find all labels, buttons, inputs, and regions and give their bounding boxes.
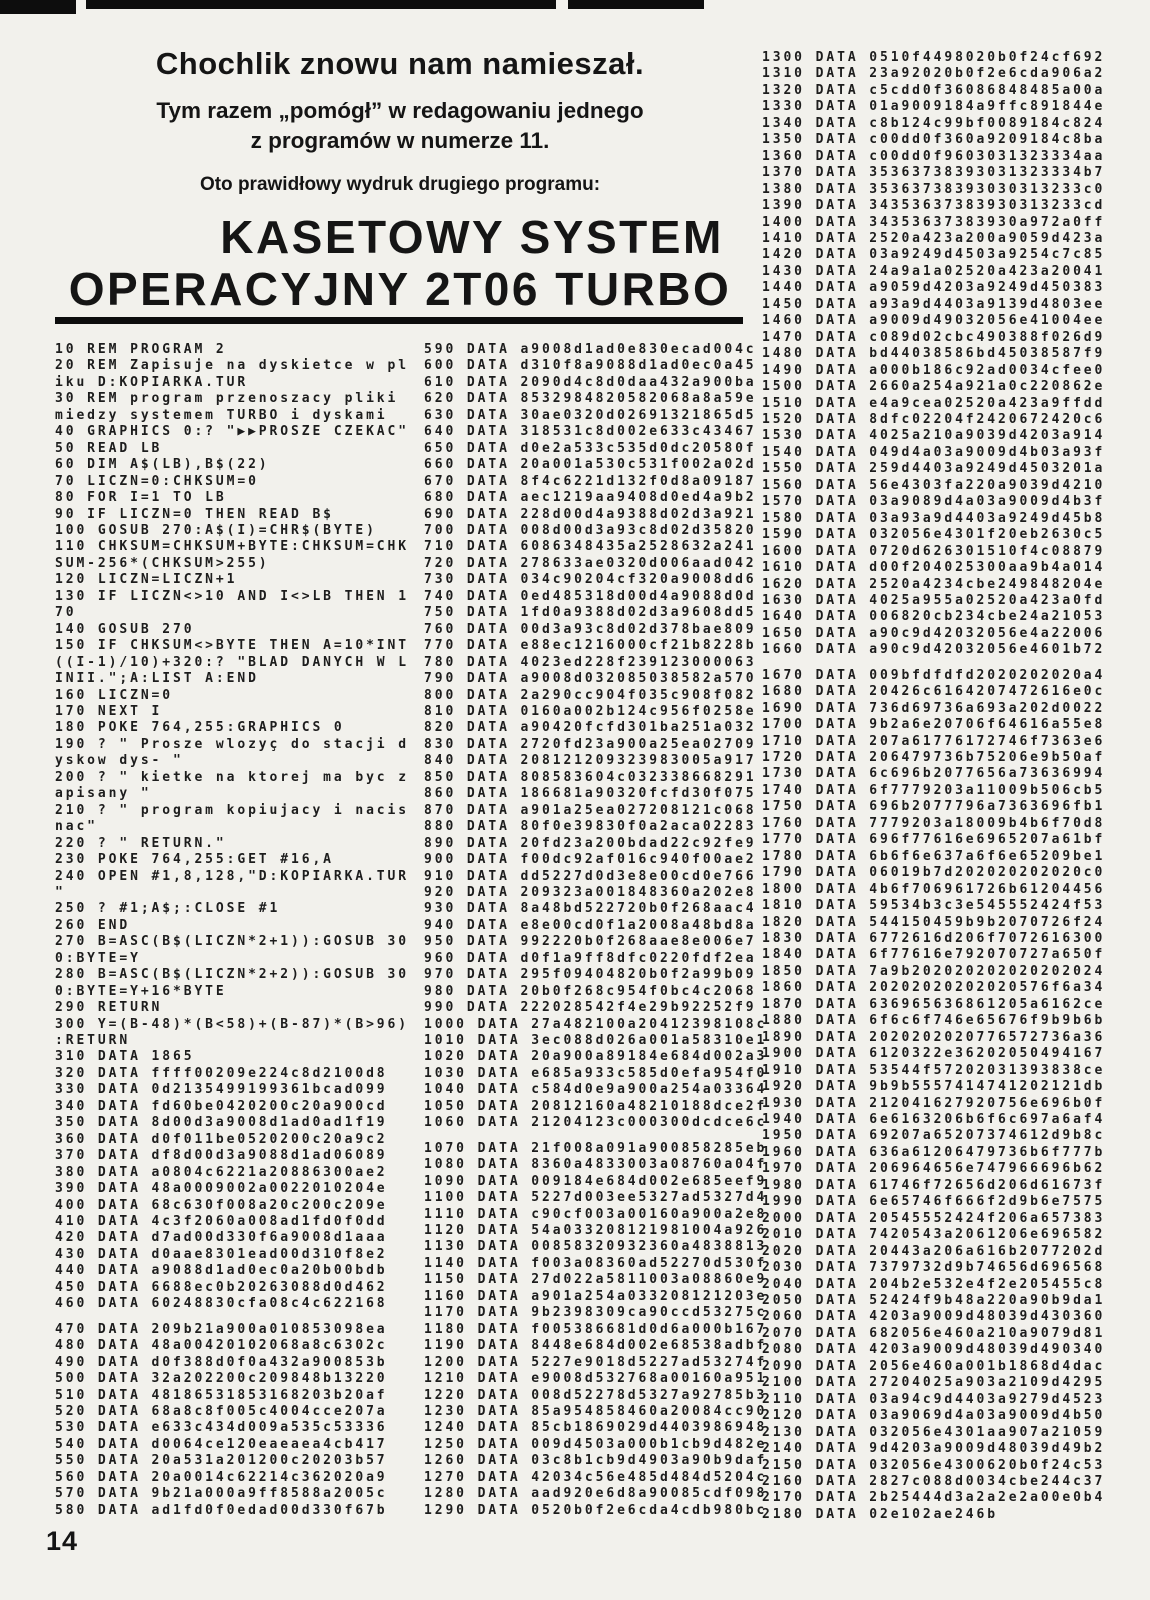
listing-line: 1720 DATA 206479736b75206e9b50af (762, 750, 1106, 766)
listing-line: 1290 DATA 0520b0f2e6cda4cdb980bc (424, 1502, 768, 1518)
listing-line: 180 POKE 764,255:GRAPHICS 0 (55, 720, 345, 736)
listing-line: 1700 DATA 9b2a6e20706f64616a55e8 (762, 717, 1106, 733)
listing-line: 330 DATA 0d2135499199361bcad099 (55, 1082, 388, 1098)
listing-line: 1470 DATA c089d02cbc490388f026d9 (762, 329, 1106, 345)
listing-line: 1970 DATA 206964656e747966696b62 (762, 1161, 1106, 1177)
listing-line: 1950 DATA 69207a65207374612d9b8c (762, 1128, 1106, 1144)
listing-line: 1560 DATA 56e4303fa220a9039d4210 (762, 477, 1106, 493)
listing-line: 1460 DATA a9009d49032056e41004ee (762, 313, 1106, 329)
listing-gap (55, 1313, 409, 1322)
listing-line: 1040 DATA c584d0e9a900a254a03364 (424, 1082, 768, 1098)
listing-line: 900 DATA f00dc92af016c940f00ae2 (424, 852, 757, 868)
listing-line: 1940 DATA 6e6163206b6f6c697a6af4 (762, 1112, 1106, 1127)
listing-line: 1230 DATA 85a954858460a20084cc90 (424, 1404, 768, 1419)
listing-line: 1810 DATA 59534b3c3e545552424f53 (762, 898, 1106, 914)
listing-line: 740 DATA 0ed485318d00d4a9088d0d (424, 588, 757, 604)
listing-line: 2010 DATA 7420543a2061206e696582 (762, 1227, 1106, 1243)
listing-line: 230 POKE 764,255:GET #16,A (55, 852, 334, 868)
listing-line: 130 IF LICZN<>10 AND I<>LB THEN 1 (55, 588, 409, 604)
listing-line: 1960 DATA 636a61206479736b6f777b (762, 1144, 1106, 1160)
listing-line: 1730 DATA 6c696b2077656a73636994 (762, 766, 1106, 782)
listing-gap (762, 659, 1105, 668)
listing-line: 1830 DATA 6772616d206f7072616300 (762, 931, 1106, 947)
listing-line: 1170 DATA 9b2398309ca90ccd53275c (424, 1305, 768, 1321)
listing-line: 1150 DATA 27d022a5811003a08860e9 (424, 1272, 768, 1288)
headline: Chochlik znowu nam namieszał. (155, 46, 645, 81)
listing-line: 2030 DATA 7379732d9b74656d696568 (762, 1260, 1106, 1276)
listing-line: 260 END (55, 917, 131, 933)
listing-line: INII.";A:LIST A:END (55, 671, 259, 687)
listing-line: 810 DATA 0160a002b124c956f0258e (424, 703, 757, 719)
listing-line: 1590 DATA 032056e4301f20eb2630c5 (762, 527, 1106, 543)
listing-line: 1640 DATA 006820cb234cbe24a21053 (762, 609, 1106, 625)
listing-line: 920 DATA 209323a001848360a202e8 (424, 884, 757, 900)
listing-line: 70 LICZN=0:CHKSUM=0 (55, 473, 259, 489)
listing-line: 570 DATA 9b21a000a9ff8588a2005c (55, 1486, 388, 1502)
listing-line: SUM-256*(CHKSUM>255) (55, 555, 270, 571)
listing-line: 2080 DATA 4203a9009d48039d490340 (762, 1342, 1106, 1358)
listing-line: 690 DATA 228d00d4a9388d02d3a921 (424, 506, 757, 522)
listing-line: 590 DATA a9008d1ad0e830ecad004c (424, 342, 757, 357)
listing-line: 820 DATA a90420fcfd301ba251a032 (424, 720, 757, 736)
listing-line: 730 DATA 034c90204cf320a9008dd6 (424, 572, 757, 588)
listing-line: 600 DATA d310f8a9088d1ad0ec0a45 (424, 358, 757, 374)
listing-line: 1210 DATA e9008d532768a00160a951 (424, 1371, 768, 1387)
listing-line: 390 DATA 48a0009002a0022010204e (55, 1181, 388, 1197)
listing-line: yskow dys- " (55, 753, 184, 769)
listing-line: 1610 DATA d00f204025300aa9b4a014 (762, 560, 1106, 576)
listing-line: 1050 DATA 20812160a48210188dce2f (424, 1098, 768, 1114)
listing-line: 2120 DATA 03a9069d4a03a9009d4b50 (762, 1408, 1106, 1424)
listing-line: 1000 DATA 27a482100a20412398108c (424, 1016, 768, 1032)
listing-line: 1780 DATA 6b6f6e637a6f6e65209be1 (762, 848, 1106, 864)
listing-line: 1360 DATA c00dd0f9603031323334aa (762, 148, 1106, 164)
listing-line: 1160 DATA a901a254a033208121203e (424, 1288, 768, 1304)
listing-line: 1350 DATA c00dd0f360a9209184c8ba (762, 132, 1106, 148)
listing-line: 1790 DATA 06019b7d202020202020c0 (762, 865, 1106, 881)
listing-line: 50 READ LB (55, 440, 163, 456)
listing-line: 1010 DATA 3ec088d026a001a58310e1 (424, 1033, 768, 1049)
page-number: 14 (46, 1526, 79, 1556)
listing-line: 1990 DATA 6e65746f666f2d9b6e7575 (762, 1194, 1106, 1210)
listing-line: 20 REM Zapisuje na dyskietce w pl (55, 358, 409, 374)
listing-line: 980 DATA 20b0f268c954f0bc4c2068 (424, 983, 757, 999)
listing-column-3 (762, 50, 1105, 1523)
listing-line: 720 DATA 278633ae0320d006aad042 (424, 555, 757, 571)
listing-line: 1670 DATA 009bfdfdfd2020202020a4 (762, 667, 1106, 683)
top-ink-bar-left (0, 0, 76, 14)
listing-line: 350 DATA 8d00d3a9008d1ad0ad1f19 (55, 1115, 388, 1131)
listing-line: 1130 DATA 00858320932360a4838813 (424, 1239, 768, 1255)
listing-line: 90 IF LICZN=0 THEN READ B$ (55, 506, 334, 522)
listing-gap (424, 1132, 767, 1141)
listing-line: 850 DATA 808583604c032338668291 (424, 769, 757, 785)
subheadline-line2: z programów w numerze 11. (250, 128, 550, 153)
listing-line: 860 DATA 186681a90320fcfd30f075 (424, 786, 757, 802)
listing-line: 1240 DATA 85cb1869029d4403986948 (424, 1420, 768, 1436)
listing-line: 1660 DATA a90c9d42032056e4601b72 (762, 642, 1106, 658)
listing-line: ((I-1)/10)+320:? "BLAD DANYCH W L (55, 654, 409, 670)
listing-line: 790 DATA a9008d032085038582a570 (424, 671, 757, 687)
listing-line: 950 DATA 992220b0f268aae8e006e7 (424, 934, 757, 950)
listing-line: 2170 DATA 2b25444d3a2a2e2a00e0b4 (762, 1490, 1106, 1506)
listing-line: 1630 DATA 4025a955a02520a423a0fd (762, 592, 1106, 608)
listing-line: 1550 DATA 259d4403a9249d4503201a (762, 461, 1106, 477)
listing-line: 1270 DATA 42034c56e485d484d5204c (424, 1469, 768, 1485)
listing-line: 960 DATA d0f1a9ff8dfc0220fdf2ea (424, 950, 757, 966)
listing-line: 500 DATA 32a202200c209848b13220 (55, 1371, 388, 1387)
listing-line: 470 DATA 209b21a900a010853098ea (55, 1321, 388, 1337)
listing-line: 1530 DATA 4025a210a9039d4203a914 (762, 428, 1106, 444)
listing-line: 1920 DATA 9b9b5557414741202121db (762, 1079, 1106, 1095)
listing-line: 2110 DATA 03a94c9d4403a9279d4523 (762, 1391, 1106, 1407)
listing-line: 760 DATA 00d3a93c8d02d378bae809 (424, 621, 757, 637)
listing-line: 80 FOR I=1 TO LB (55, 490, 227, 506)
listing-line: 1020 DATA 20a900a89184e684d002a3 (424, 1049, 768, 1065)
listing-line: 1410 DATA 2520a423a200a9059d423a (762, 230, 1106, 246)
listing-line: 1080 DATA 8360a4833003a08760a04f (424, 1157, 768, 1173)
listing-line: 1330 DATA 01a9009184a9ffc891844e (762, 99, 1106, 115)
listing-line: 100 GOSUB 270:A$(I)=CHR$(BYTE) (55, 522, 377, 538)
listing-line: 1860 DATA 20202020202020576f6a34 (762, 980, 1106, 996)
listing-line: iku D:KOPIARKA.TUR (55, 374, 249, 390)
listing-line: 1380 DATA 35363738393030313233c0 (762, 181, 1106, 197)
listing-line: 910 DATA dd5227d0d3e8e00cd0e766 (424, 868, 757, 884)
listing-line: 1850 DATA 7a9b202020202020202024 (762, 963, 1106, 979)
listing-line: 370 DATA df8d00d3a9088d1ad06089 (55, 1148, 388, 1164)
top-ink-bar-middle (86, 0, 556, 9)
listing-line: 1370 DATA 35363738393031323334b7 (762, 165, 1106, 181)
listing-line: 480 DATA 48a00420102068a8c6302c (55, 1338, 388, 1354)
listing-line: 430 DATA d0aae8301ead00d310f8e2 (55, 1246, 388, 1262)
listing-line: 1090 DATA 009184e684d002e685eef9 (424, 1173, 768, 1189)
listing-line: 2020 DATA 20443a206a616b2077202d (762, 1243, 1106, 1259)
listing-line: 290 RETURN (55, 1000, 163, 1016)
listing-line: 640 DATA 318531c8d002e633c43467 (424, 424, 757, 440)
listing-line: 250 ? #1;A$;:CLOSE #1 (55, 901, 281, 917)
listing-line: 2040 DATA 204b2e532e4f2e205455c8 (762, 1276, 1106, 1292)
listing-line: 1510 DATA e4a9cea02520a423a9ffdd (762, 395, 1106, 411)
listing-line: 2060 DATA 4203a9009d48039d430360 (762, 1309, 1106, 1325)
listing-line: 30 REM program przenoszacy pliki (55, 391, 399, 407)
listing-line: 490 DATA d0f388d0f0a432a900853b (55, 1354, 388, 1370)
listing-line: 10 REM PROGRAM 2 (55, 342, 227, 357)
listing-line: 120 LICZN=LICZN+1 (55, 572, 238, 588)
listing-line: 1800 DATA 4b6f706961726b61204456 (762, 881, 1106, 897)
listing-line: 1430 DATA 24a9a1a02520a423a20041 (762, 263, 1106, 279)
listing-line: 2180 DATA 02e102ae246b (762, 1506, 998, 1522)
listing-line: 1180 DATA f005386681d0d6a000b167 (424, 1321, 768, 1337)
listing-line: 280 B=ASC(B$(LICZN*2+2)):GOSUB 30 (55, 967, 409, 983)
listing-line: 1480 DATA bd44038586bd45038587f9 (762, 346, 1106, 362)
listing-line: 160 LICZN=0 (55, 687, 173, 703)
listing-line: 550 DATA 20a531a201200c20203b57 (55, 1453, 388, 1469)
listing-line: 1320 DATA c5cdd0f36086848485a00a (762, 82, 1106, 98)
listing-line: 0:BYTE=Y (55, 950, 141, 966)
listing-line: apisany " (55, 786, 152, 802)
listing-line: 1820 DATA 544150459b9b2070726f24 (762, 914, 1106, 930)
listing-line: 2160 DATA 2827c088d0034cbe244c37 (762, 1473, 1106, 1489)
listing-line: 1650 DATA a90c9d42032056e4a22006 (762, 625, 1106, 641)
listing-line: 210 ? " program kopiujacy i nacis (55, 802, 409, 818)
listing-line: 410 DATA 4c3f2060a008ad1fd0f0dd (55, 1214, 388, 1230)
listing-line: 2150 DATA 032056e4300620b0f24c53 (762, 1457, 1106, 1473)
listing-line: 400 DATA 68c630f008a20c200c209e (55, 1197, 388, 1213)
listing-line: 1400 DATA 34353637383930a972a0ff (762, 214, 1106, 230)
listing-line: 2000 DATA 20545552424f206a657383 (762, 1210, 1106, 1226)
listing-line: 1680 DATA 20426c6164207472616e0c (762, 684, 1106, 700)
listing-line: 680 DATA aec1219aa9408d0ed4a9b2 (424, 490, 757, 506)
listing-line: 1140 DATA f003a08360ad52270d530f (424, 1255, 768, 1271)
listing-line: 700 DATA 008d00d3a93c8d02d35820 (424, 522, 757, 538)
listing-line: 1980 DATA 61746f72656d206d61673f (762, 1177, 1106, 1193)
lead-text: Oto prawidłowy wydruk drugiego programu: (199, 174, 601, 195)
listing-line: 420 DATA d7ad00d330f6a9008d1aaa (55, 1230, 388, 1246)
listing-line: 1190 DATA 8448e684d002e68538adbf (424, 1338, 768, 1354)
listing-line: 200 ? " kietke na ktorej ma byc z (55, 769, 409, 785)
listing-line: miedzy systemem TURBO i dyskami (55, 407, 388, 423)
listing-line: 1840 DATA 6f77616e792070727a650f (762, 947, 1106, 963)
listing-line: 1880 DATA 6f6c6f746e65676f9b9b6b (762, 1013, 1106, 1029)
listing-line: 190 ? " Prosze wlozyç do stacji d (55, 736, 409, 752)
listing-line: 530 DATA e633c434d009a535c53336 (55, 1420, 388, 1436)
listing-line: 660 DATA 20a001a530c531f002a02d (424, 457, 757, 473)
listing-line: 1580 DATA 03a93a9d4403a9249d45b8 (762, 510, 1106, 526)
listing-line: 460 DATA 60248830cfa08c4c622168 (55, 1296, 388, 1312)
listing-line: 340 DATA fd60be0420200c20a900cd (55, 1098, 388, 1114)
listing-column-2 (424, 342, 767, 1519)
listing-line: 1570 DATA 03a9089d4a03a9009d4b3f (762, 494, 1106, 510)
listing-line: 1540 DATA 049d4a03a9009d4b03a93f (762, 444, 1106, 460)
listing-line: 940 DATA e8e00cd0f1a2008a48bd8a (424, 917, 757, 933)
listing-line: 1620 DATA 2520a4234cbe249848204e (762, 576, 1106, 592)
listing-line: 1390 DATA 34353637383930313233cd (762, 198, 1106, 214)
listing-line: 840 DATA 208121209323983005a917 (424, 753, 757, 769)
listing-line: 770 DATA e88ec1216000cf21b8228b (424, 638, 757, 654)
listing-line: 440 DATA a9088d1ad0ec0a20b00bdb (55, 1263, 388, 1279)
listing-line: 2140 DATA 9d4203a9009d48039d49b2 (762, 1441, 1106, 1457)
listing-line: 1060 DATA 21204123c000300dcdce6c (424, 1115, 768, 1131)
listing-line: 1300 DATA 0510f4498020b0f24cf692 (762, 50, 1106, 65)
listing-line: :RETURN (55, 1033, 131, 1049)
listing-line: 380 DATA a0804c6221a20886300ae2 (55, 1164, 388, 1180)
listing-line: 890 DATA 20fd23a200bdad22c92fe9 (424, 835, 757, 851)
listing-column-1 (55, 342, 409, 1519)
listing-line: 2070 DATA 682056e460a210a9079d81 (762, 1325, 1106, 1341)
listing-line: 360 DATA d0f011be0520200c20a9c2 (55, 1131, 388, 1147)
listing-line: 610 DATA 2090d4c8d0daa432a900ba (424, 374, 757, 390)
listing-line: 650 DATA d0e2a533c535d0dc20580f (424, 440, 757, 456)
listing-line: 240 OPEN #1,8,128,"D:KOPIARKA.TUR (55, 868, 409, 884)
listing-line: 750 DATA 1fd0a9388d02d3a9608dd5 (424, 605, 757, 621)
listing-line: 450 DATA 6688ec0b20263088d0d462 (55, 1279, 388, 1295)
program-title-line2: OPERACYJNY 2T06 TURBO (68, 263, 732, 315)
listing-line: 670 DATA 8f4c6221d132f0d8a09187 (424, 473, 757, 489)
listing-line: 990 DATA 222028542f4e29b92252f9 (424, 1000, 757, 1016)
listing-line: 1310 DATA 23a92020b0f2e6cda906a2 (762, 66, 1106, 82)
listing-line: 2090 DATA 2056e460a001b1868d4dac (762, 1358, 1106, 1374)
listing-line: 830 DATA 2720fd23a900a25ea02709 (424, 736, 757, 752)
listing-line: 1120 DATA 54a033208121981004a926 (424, 1223, 768, 1239)
listing-line: 630 DATA 30ae0320d02691321865d5 (424, 407, 757, 423)
listing-line: 1710 DATA 207a61776172746f7363e6 (762, 733, 1106, 749)
listing-line: 1100 DATA 5227d003ee5327ad5327d4 (424, 1190, 768, 1206)
listing-line: 1910 DATA 53544f57202031393838ce (762, 1062, 1106, 1078)
listing-line: 1200 DATA 5227e9018d5227ad53274f (424, 1354, 768, 1370)
listing-line: 520 DATA 68a8c8f005c4004cce207a (55, 1404, 388, 1419)
listing-line: 1520 DATA 8dfc02204f2420672420c6 (762, 411, 1106, 427)
listing-line: 710 DATA 6086348435a2528632a241 (424, 539, 757, 555)
listing-line: 1250 DATA 009d4503a000b1cb9d482e (424, 1436, 768, 1452)
top-ink-bar-right (568, 0, 704, 9)
listing-line: 1930 DATA 212041627920756e696b0f (762, 1095, 1106, 1111)
listing-line: 140 GOSUB 270 (55, 621, 195, 637)
listing-line: 2130 DATA 032056e4301aa907a21059 (762, 1424, 1106, 1440)
listing-line: 70 (55, 605, 77, 621)
listing-line: 150 IF CHKSUM<>BYTE THEN A=10*INT (55, 638, 409, 654)
listing-line: 60 DIM A$(LB),B$(22) (55, 457, 270, 473)
listing-line: 110 CHKSUM=CHKSUM+BYTE:CHKSUM=CHK (55, 539, 409, 555)
listing-line: 800 DATA 2a290cc904f035c908f082 (424, 687, 757, 703)
listing-line: 310 DATA 1865 (55, 1049, 195, 1065)
listing-line: 1870 DATA 636965636861205a6162ce (762, 996, 1106, 1012)
listing-line: 1220 DATA 008d52278d5327a92785b3 (424, 1387, 768, 1403)
listing-line: 1760 DATA 7779203a18009b4b6f70d8 (762, 815, 1106, 831)
subheadline-line1: Tym razem „pomógł” w redagowaniu jednego (156, 98, 644, 123)
listing-line: 870 DATA a901a25ea027208121c068 (424, 802, 757, 818)
listing-line: nac" (55, 819, 98, 835)
listing-line: 40 GRAPHICS 0:? "▶▶PROSZE CZEKAC" (55, 424, 409, 440)
listing-line: 1500 DATA 2660a254a921a0c220862e (762, 379, 1106, 395)
listing-line: 220 ? " RETURN." (55, 835, 227, 851)
listing-line: 620 DATA 8532984820582068a8a59e (424, 391, 757, 407)
listing-line: 320 DATA ffff00209e224c8d2100d8 (55, 1065, 388, 1081)
listing-line: " (55, 884, 66, 900)
listing-line: 0:BYTE=Y+16*BYTE (55, 983, 227, 999)
listing-line: 580 DATA ad1fd0f0edad00d330f67b (55, 1502, 388, 1518)
listing-line: 1770 DATA 696f77616e6965207a61bf (762, 832, 1106, 848)
listing-line: 560 DATA 20a0014c62214c362020a9 (55, 1469, 388, 1485)
listing-line: 300 Y=(B-48)*(B<58)+(B-87)*(B>96) (55, 1016, 409, 1032)
listing-line: 1490 DATA a000b186c92ad0034cfee0 (762, 362, 1106, 378)
listing-line: 1260 DATA 03c8b1cb9d4903a90b9daf (424, 1453, 768, 1469)
listing-line: 2050 DATA 52424f9b48a220a90b9da1 (762, 1292, 1106, 1308)
title-rule (55, 317, 743, 324)
listing-line: 1740 DATA 6f7779203a11009b506cb5 (762, 782, 1106, 798)
listing-line: 270 B=ASC(B$(LICZN*2+1)):GOSUB 30 (55, 934, 409, 950)
listing-line: 2100 DATA 27204025a903a2109d4295 (762, 1375, 1106, 1391)
listing-line: 780 DATA 4023ed228f239123000063 (424, 654, 757, 670)
listing-line: 880 DATA 80f0e39830f0a2aca02283 (424, 819, 757, 835)
listing-line: 1280 DATA aad920e6d8a90085cdf098 (424, 1486, 768, 1502)
listing-line: 1750 DATA 696b2077796a7363696fb1 (762, 799, 1106, 815)
listing-line: 1070 DATA 21f008a091a900858285eb (424, 1140, 768, 1156)
listing-line: 1450 DATA a93a9d4403a9139d4803ee (762, 296, 1106, 312)
listing-line: 1690 DATA 736d69736a693a202d0022 (762, 700, 1106, 716)
listing-line: 510 DATA 48186531853168203b20af (55, 1387, 388, 1403)
listing-line: 930 DATA 8a48bd522720b0f268aac4 (424, 901, 757, 917)
listing-line: 1890 DATA 2020202020776572736a36 (762, 1029, 1106, 1045)
listing-line: 1900 DATA 6120322e36202050494167 (762, 1046, 1106, 1062)
listing-line: 1030 DATA e685a933c585d0efa954f0 (424, 1065, 768, 1081)
listing-line: 1110 DATA c90cf003a00160a900a2e8 (424, 1206, 768, 1222)
listing-line: 170 NEXT I (55, 703, 163, 719)
listing-line: 540 DATA d0064ce120eaeaea4cb417 (55, 1436, 388, 1452)
listing-line: 1340 DATA c8b124c99bf0089184c824 (762, 115, 1106, 131)
program-title-line1: KASETOWY SYSTEM (220, 211, 724, 263)
listing-line: 1600 DATA 0720d626301510f4c08879 (762, 543, 1106, 559)
listing-line: 970 DATA 295f09404820b0f2a99b09 (424, 967, 757, 983)
listing-line: 1440 DATA a9059d4203a9249d450383 (762, 280, 1106, 296)
listing-line: 1420 DATA 03a9249d4503a9254c7c85 (762, 247, 1106, 263)
